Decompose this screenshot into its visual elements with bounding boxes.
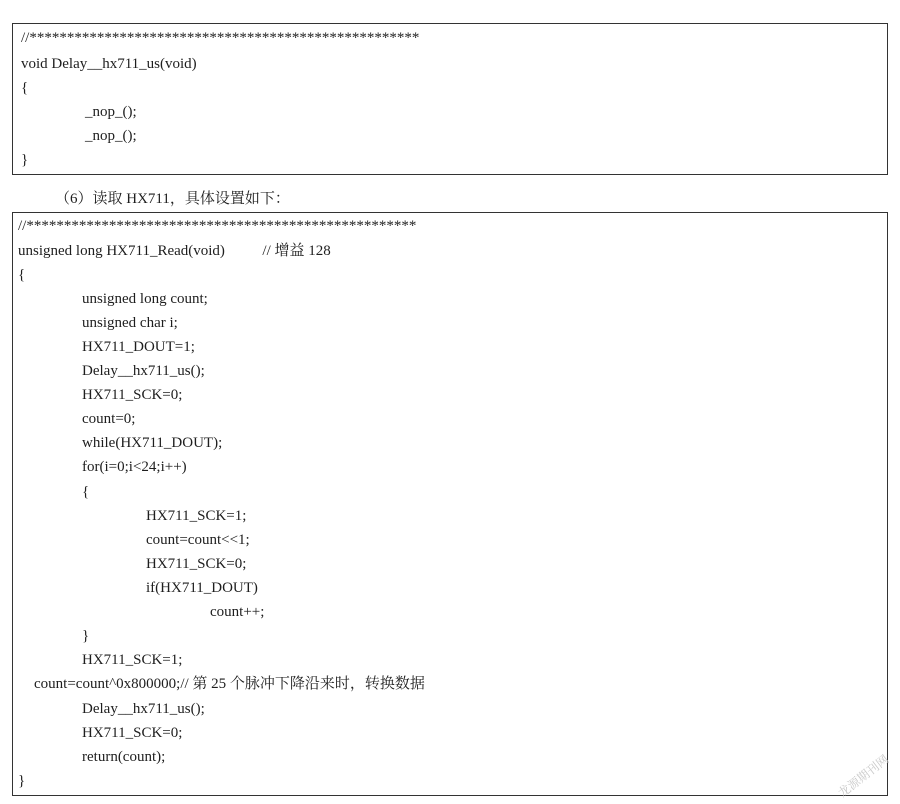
open-brace: {: [21, 80, 29, 96]
code-line: Delay__hx711_us();: [82, 363, 205, 379]
code-line: HX711_SCK=1;: [82, 652, 183, 668]
function-signature: unsigned long HX711_Read(void) // 增益 128: [18, 243, 331, 259]
code-block-delay: [12, 23, 888, 175]
code-line: HX711_SCK=0;: [82, 725, 183, 741]
code-line: HX711_SCK=0;: [146, 556, 247, 572]
code-line: _nop_();: [85, 104, 137, 120]
code-line: count=0;: [82, 411, 136, 427]
code-line: Delay__hx711_us();: [82, 701, 205, 717]
loop-close-brace: }: [82, 628, 90, 644]
code-line: count=count^0x800000;// 第 25 个脉冲下降沿来时，转换数据: [34, 676, 425, 692]
comment-separator: //****************************************************: [18, 218, 417, 234]
close-brace: }: [21, 152, 29, 168]
function-signature: void Delay__hx711_us(void): [21, 56, 197, 72]
code-line: unsigned char i;: [82, 315, 178, 331]
code-block-read: [12, 212, 888, 796]
watermark-logo: 龙源期刊网: [835, 752, 892, 801]
code-line: count++;: [210, 604, 265, 620]
section-caption: （6）读取 HX711，具体设置如下：: [55, 191, 290, 207]
close-brace: }: [18, 773, 26, 789]
code-line: unsigned long count;: [82, 291, 208, 307]
loop-open-brace: {: [82, 484, 90, 500]
comment-separator: //****************************************************: [21, 30, 420, 46]
code-line: while(HX711_DOUT);: [82, 435, 223, 451]
code-line: HX711_SCK=0;: [82, 387, 183, 403]
code-line: HX711_SCK=1;: [146, 508, 247, 524]
open-brace: {: [18, 267, 26, 283]
code-line: count=count<<1;: [146, 532, 250, 548]
code-line: _nop_();: [85, 128, 137, 144]
code-line: return(count);: [82, 749, 166, 765]
code-line: for(i=0;i<24;i++): [82, 459, 187, 475]
code-line: HX711_DOUT=1;: [82, 339, 195, 355]
code-line: if(HX711_DOUT): [146, 580, 258, 596]
